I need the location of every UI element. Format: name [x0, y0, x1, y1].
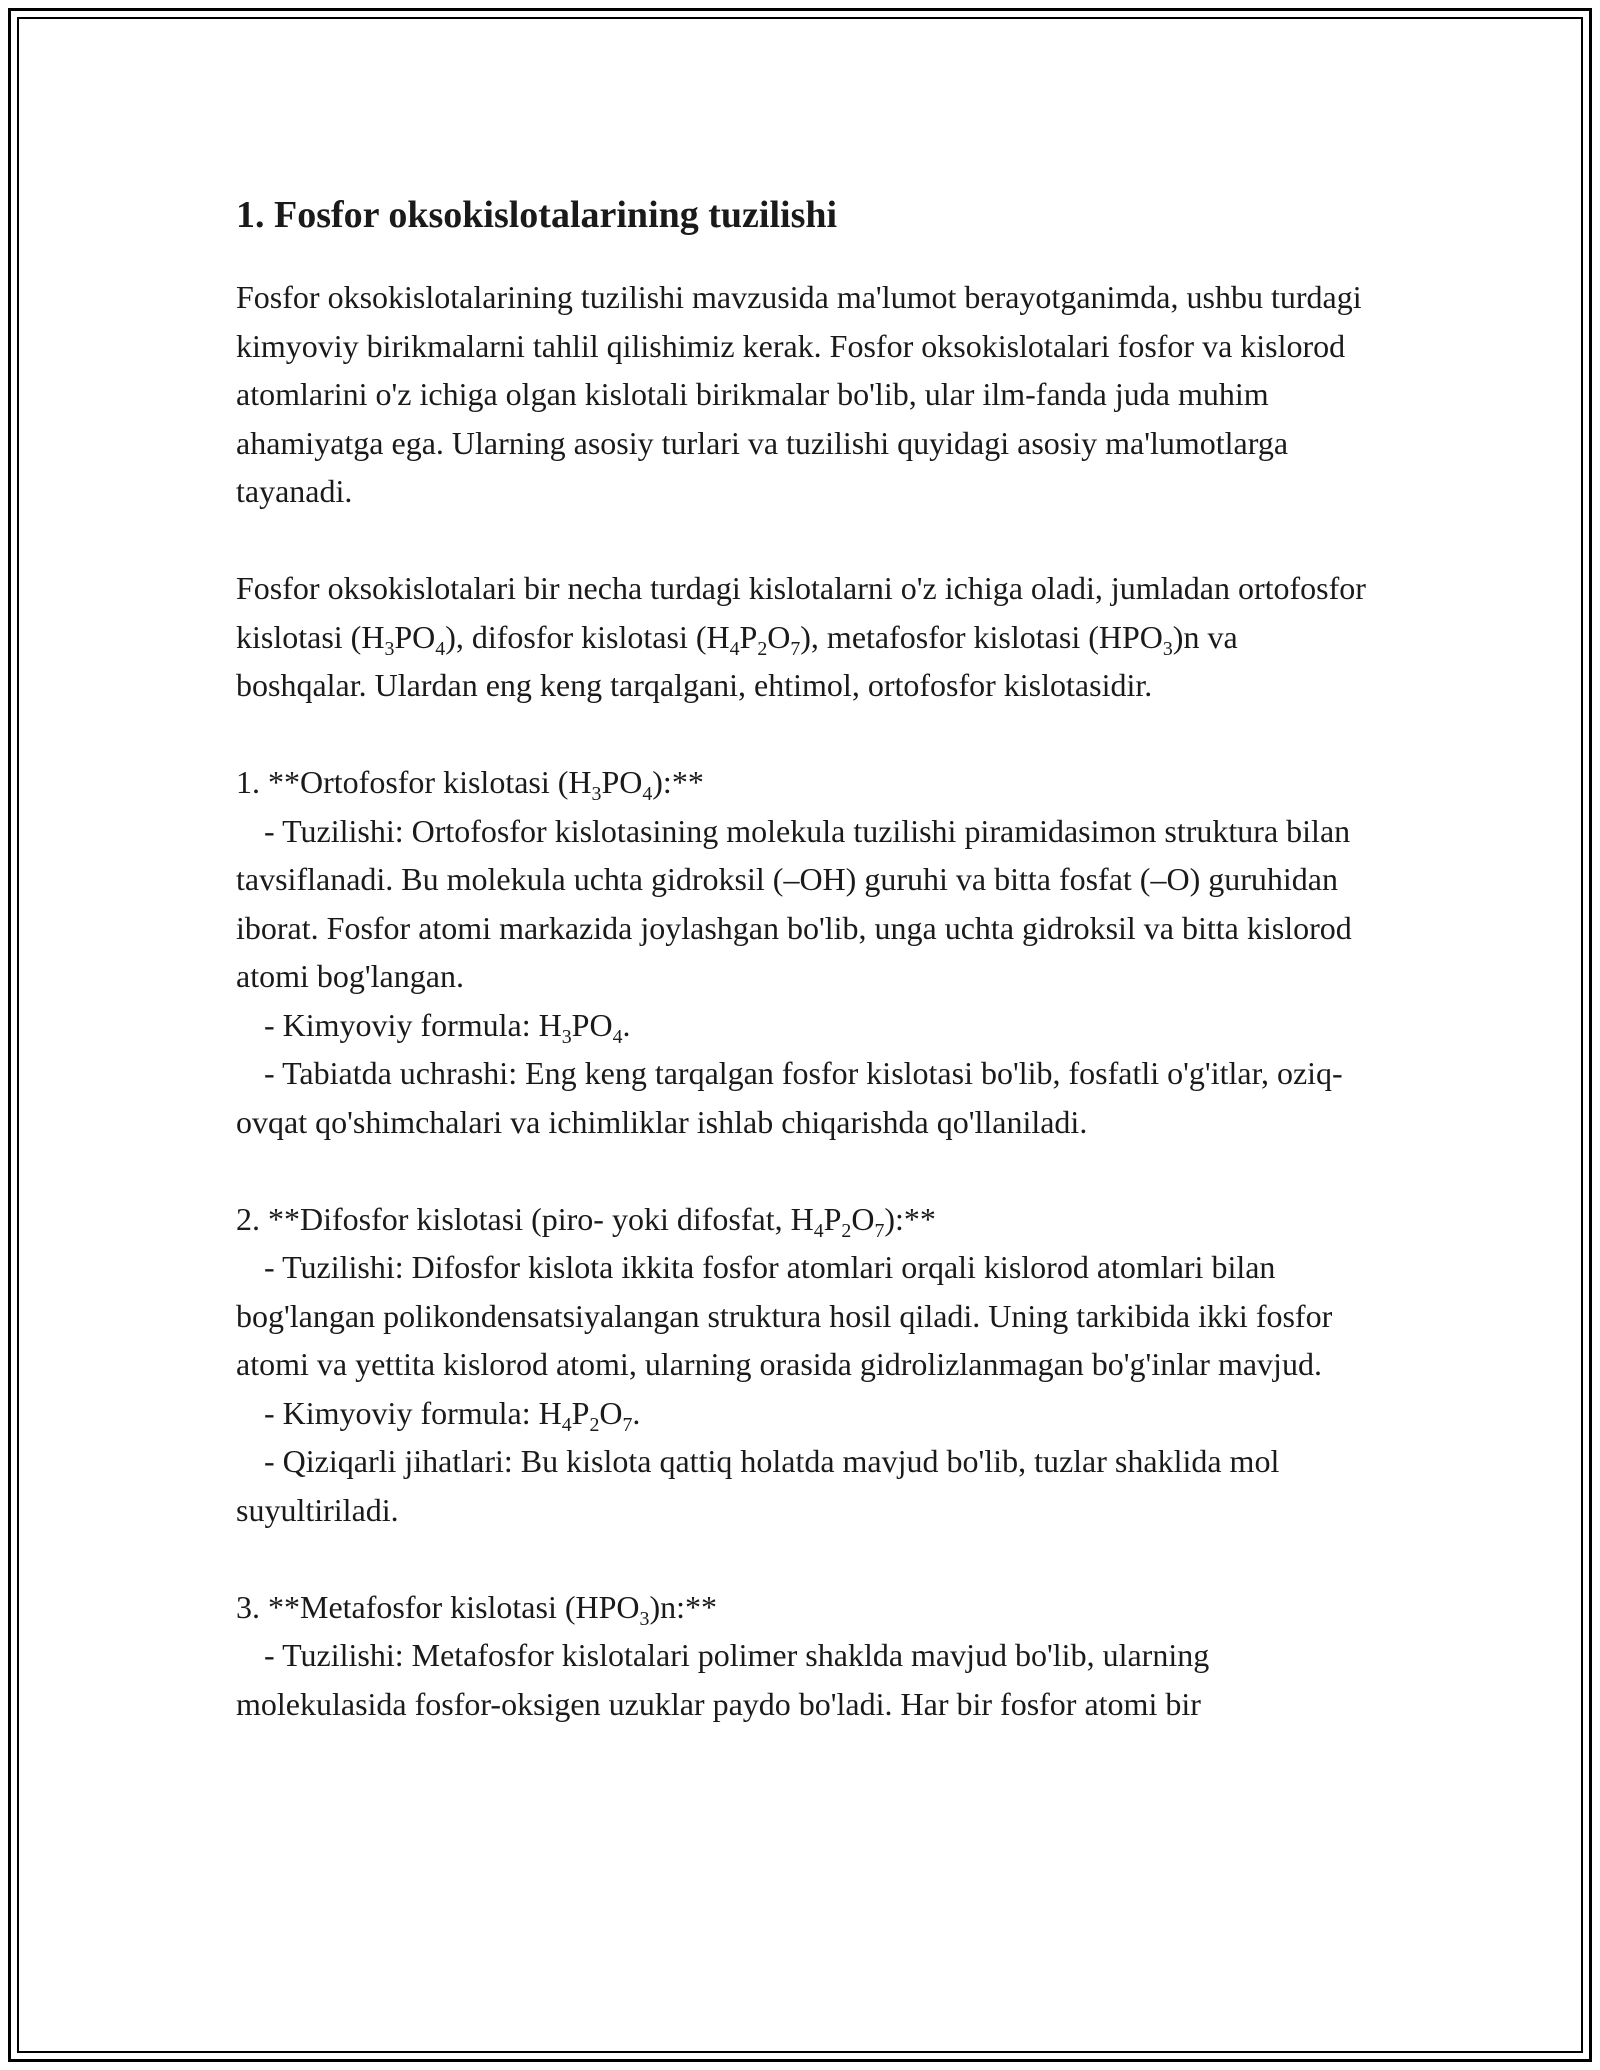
- paragraph-gap: [236, 1146, 1376, 1195]
- overview-paragraph: [236, 564, 1376, 710]
- subscript: 4: [642, 782, 653, 805]
- item1-formula-text: .: [622, 1006, 631, 1043]
- subscript: 4: [729, 637, 740, 660]
- item1-title-text: 1. **Ortofosfor kislotasi (H: [236, 764, 592, 800]
- item1-formula-text: - Kimyoviy formula: H: [264, 1006, 562, 1043]
- subscript: 3: [591, 782, 602, 805]
- item2-formula-text: .: [632, 1394, 641, 1431]
- item1-structure-text: - Tuzilishi: Ortofosfor kislotasining molekula tuzilishi piramidasimon struktura bilan tavsiflanadi. Bu molekula uchta gidroksil (–OH) guruhi va bitta fosfat (–O) guruhidan iborat. Fosfor atomi markazida joylashgan bo'lib, unga uchta gidroksil va bitta kislorod atomi bog'langan.: [236, 812, 1360, 994]
- subscript: 3: [1162, 637, 1173, 660]
- subscript: 2: [841, 1219, 852, 1242]
- section-heading: 1. Fosfor oksokislotalarining tuzilishi: [236, 194, 838, 236]
- intro-paragraph: Fosfor oksokislotalarining tuzilishi mavzusida ma'lumot berayotganimda, ushbu turdagi kimyoviy birikmalarni tahlil qilishimiz kerak. Fosfor oksokislotalari fosfor va kislorod atomlarini o'z ichiga olgan kislotali birikmalar bo'lib, ular ilm-fanda juda muhim ahamiyatga ega. Ularning asosiy turlari va tuzilishi quyidagi asosiy ma'lumotlarga tayanadi.: [236, 279, 1370, 509]
- item1-occurrence-text: - Tabiatda uchrashi: Eng keng tarqalgan fosfor kislotasi bo'lib, fosfatli o'g'itlar, oziq-ovqat qo'shimchalari va ichimliklar ishlab chiqarishda qo'llaniladi.: [236, 1055, 1343, 1140]
- paragraph-gap: [236, 1534, 1376, 1583]
- subscript: 2: [757, 637, 768, 660]
- item1-formula-text: PO: [571, 1006, 613, 1043]
- overview-text: P: [739, 618, 758, 655]
- item1-title: [236, 758, 1376, 807]
- item2-title-text: 2. **Difosfor kislotasi (piro- yoki difosfat, H: [236, 1200, 814, 1237]
- item3-structure: [236, 1631, 1376, 1728]
- overview-text: ), metafosfor kislotasi (HPO: [800, 618, 1163, 655]
- overview-text: ), difosfor kislotasi (H: [445, 618, 730, 655]
- item1-structure: [236, 807, 1376, 1001]
- subscript: 7: [622, 1413, 633, 1436]
- subscript: 7: [790, 637, 801, 660]
- subscript: 4: [435, 637, 446, 660]
- subscript: 7: [874, 1219, 885, 1242]
- subscript: 3: [561, 1025, 572, 1048]
- item2-title-text: ):**: [884, 1200, 936, 1237]
- subscript: 4: [561, 1413, 572, 1436]
- item1-title-text: ):**: [652, 764, 704, 800]
- subscript: 3: [384, 637, 395, 660]
- subscript: 2: [589, 1413, 600, 1436]
- overview-text: O: [767, 618, 791, 655]
- item2-structure: [236, 1243, 1376, 1389]
- item2-interesting-text: - Qiziqarli jihatlari: Bu kislota qattiq holatda mavjud bo'lib, tuzlar shaklida mol suyultiriladi.: [236, 1443, 1288, 1528]
- item2-title: [236, 1195, 1376, 1244]
- item2-title-text: P: [823, 1200, 842, 1237]
- item3-title: [236, 1583, 1376, 1632]
- subscript: 4: [612, 1025, 623, 1048]
- item2-interesting: [236, 1437, 1376, 1534]
- overview-text: )n va boshqalar. Ulardan eng keng tarqalgani, ehtimol, ortofosfor kislotasidir.: [236, 618, 1246, 703]
- item1-formula: [236, 1001, 1376, 1050]
- paragraph-gap: [236, 710, 1376, 759]
- item3-title-text: )n:**: [649, 1588, 717, 1625]
- paragraph-gap: [236, 516, 1376, 565]
- subscript: 4: [813, 1219, 824, 1242]
- document-body: [236, 182, 1376, 1728]
- item2-formula-text: P: [571, 1394, 590, 1431]
- overview-text: Fosfor oksokislotalari bir necha turdagi kislotalarni o'z ichiga oladi, jumladan ortofosfor kislotasi (H: [236, 570, 1374, 655]
- item3-title-text: 3. **Metafosfor kislotasi (HPO: [236, 1588, 640, 1625]
- item2-formula-text: O: [599, 1394, 623, 1431]
- item2-formula: [236, 1389, 1376, 1438]
- overview-text: PO: [394, 618, 436, 655]
- item1-title-text: PO: [601, 764, 643, 800]
- item2-title-text: O: [851, 1200, 875, 1237]
- item2-structure-text: - Tuzilishi: Difosfor kislota ikkita fosfor atomlari orqali kislorod atomlari bilan bog'langan polikondensatsiyalangan struktura hosil qiladi. Uning tarkibida ikki fosfor atomi va yettita kislorod atomi, ularning orasida gidrolizlanmagan bo'g'inlar mavjud.: [236, 1249, 1341, 1382]
- item2-formula-text: - Kimyoviy formula: H: [264, 1394, 562, 1431]
- item3-structure-text: - Tuzilishi: Metafosfor kislotalari polimer shaklda mavjud bo'lib, ularning molekulasida fosfor-oksigen uzuklar paydo bo'ladi. Har bir fosfor atomi bir: [236, 1637, 1218, 1722]
- subscript: 3: [639, 1607, 650, 1630]
- item1-occurrence: [236, 1049, 1376, 1146]
